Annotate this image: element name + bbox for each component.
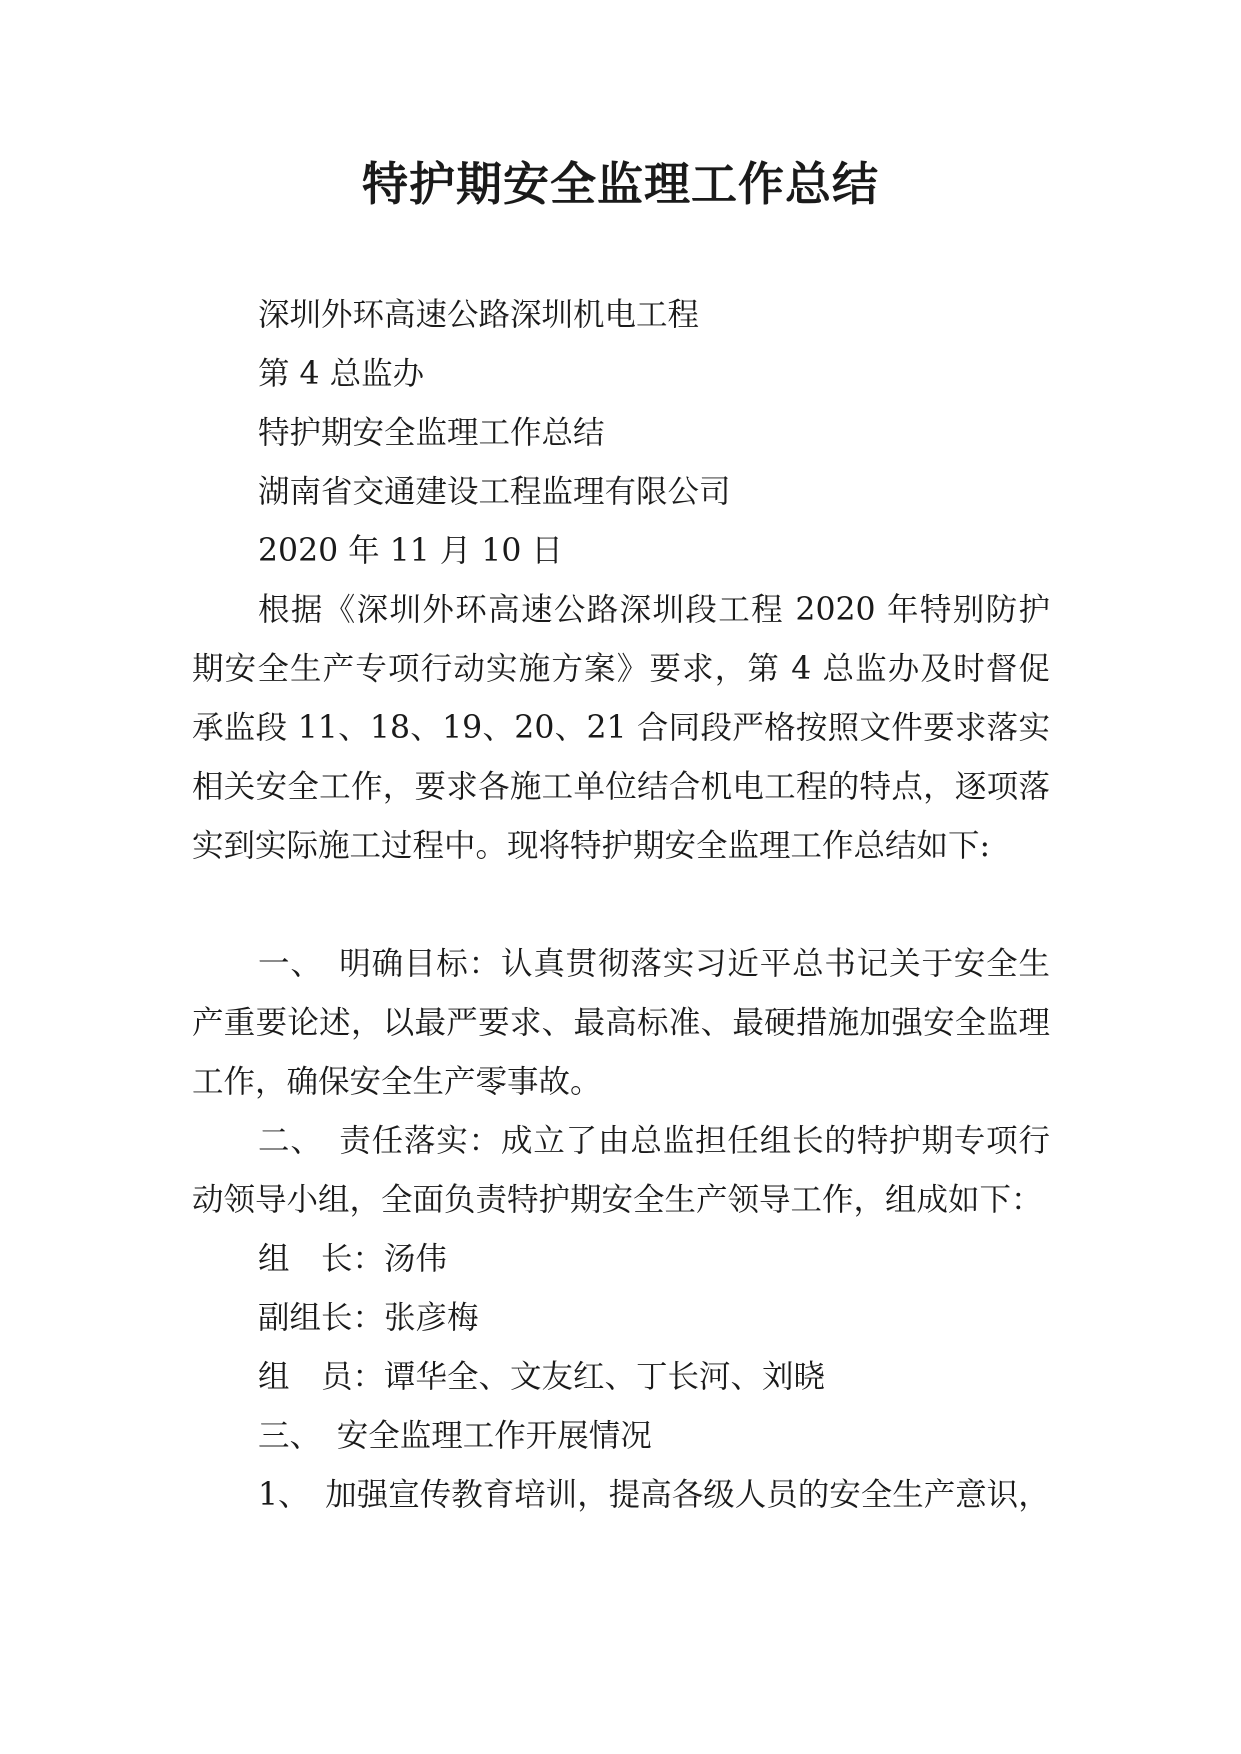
section-1-paragraph: 一、 明确目标：认真贯彻落实习近平总书记关于安全生产重要论述，以最严要求、最高标准、最硬措施加强安全监理工作，确保安全生产零事故。: [192, 946, 1050, 1100]
document-body: [192, 286, 1050, 1525]
section-3-heading: 三、 安全监理工作开展情况: [258, 1418, 652, 1454]
section-2-paragraph: 二、 责任落实：成立了由总监担任组长的特护期专项行动领导小组，全面负责特护期安全生产领导工作，组成如下：: [192, 1123, 1050, 1218]
team-leader-line: 组 长：汤伟: [258, 1241, 448, 1277]
date-line: 2020 年 11 月 10 日: [258, 533, 563, 569]
team-members-line: 组 员：谭华全、文友红、丁长河、刘晓: [258, 1359, 826, 1395]
item-1-line: 1、 加强宣传教育培训，提高各级人员的安全生产意识，: [258, 1477, 1050, 1513]
paragraph-spacer: [192, 876, 1050, 935]
team-deputy-line: 副组长：张彦梅: [258, 1300, 479, 1336]
report-title-line: 特护期安全监理工作总结: [258, 415, 605, 451]
project-name-line: 深圳外环高速公路深圳机电工程: [258, 297, 700, 333]
intro-paragraph: 根据《深圳外环高速公路深圳段工程 2020 年特别防护期安全生产专项行动实施方案》要求，第 4 总监办及时督促承监段 11、18、19、20、21 合同段严格按照文件要求落实相关安全工作，要求各施工单位结合机电工程的特点，逐项落实到实际施工过程中。现将特护期安全监理工作总结如下:: [192, 592, 1050, 864]
office-name-line: 第 4 总监办: [258, 356, 425, 392]
document-title: 特护期安全监理工作总结: [362, 157, 879, 211]
company-name-line: 湖南省交通建设工程监理有限公司: [258, 474, 731, 510]
